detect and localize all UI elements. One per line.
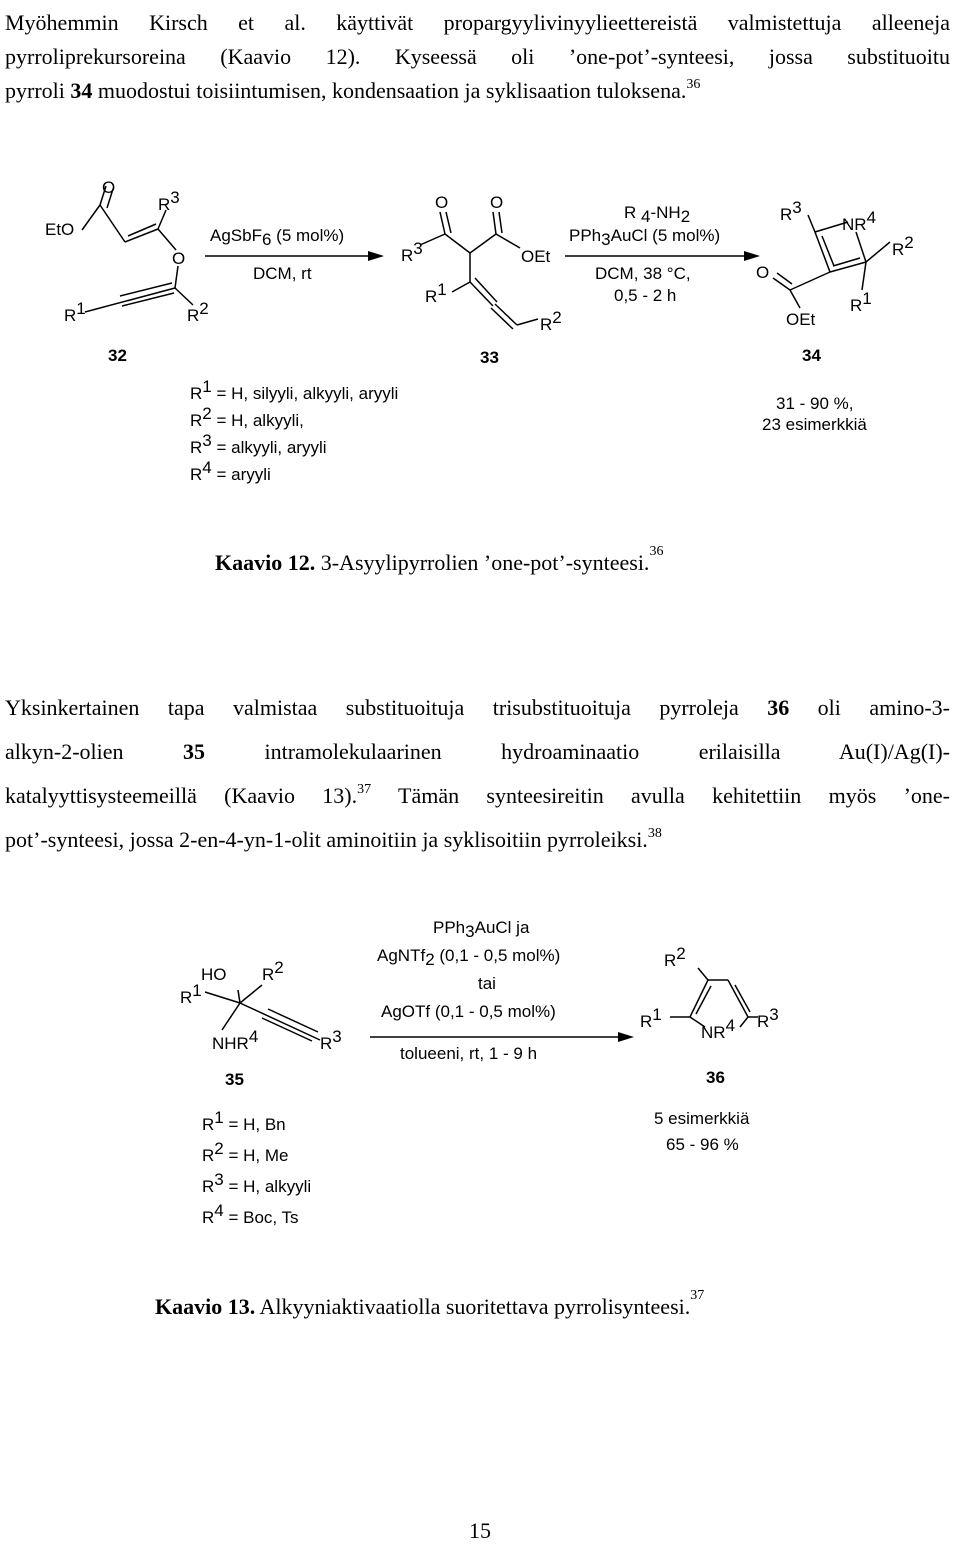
- substituent-r4: R4 = aryyli: [190, 458, 271, 484]
- r3-label: R3: [780, 198, 802, 224]
- paragraph-2: [5, 686, 950, 862]
- or-label: tai: [478, 974, 496, 993]
- oet-label: OEt: [786, 310, 816, 329]
- paragraph-1-line-3: pyrroli 34 muodostui toisiintumisen, kondensaation ja syklisaation tuloksena.$^{36}$: [5, 77, 701, 103]
- nhr4-label: NHR4: [212, 1027, 259, 1053]
- r1-label: R1: [180, 981, 202, 1007]
- r1-label: R1: [425, 280, 447, 306]
- scheme-12-diagram: [0, 150, 960, 495]
- nr4-label: NR4: [842, 208, 877, 234]
- oxygen-label: O: [102, 178, 116, 197]
- r2-label: R2: [540, 308, 562, 334]
- compound-number-33: 33: [480, 348, 499, 367]
- catalyst-pph3aucl: PPh3AuCl ja: [433, 918, 530, 941]
- paragraph-1-line-2: pyrroliprekursoreina (Kaavio 12). Kyseessä oli ’one-pot’-synteesi, jossa substituoitu: [5, 44, 950, 69]
- eto-label: EtO: [45, 220, 75, 239]
- substituent-r2: R2 = H, Me: [202, 1139, 289, 1165]
- example-count: 23 esimerkkiä: [762, 415, 867, 434]
- r1-label: R1: [640, 1005, 662, 1031]
- reaction-arrow-head: [744, 251, 760, 261]
- substituent-r4: R4 = Boc, Ts: [202, 1201, 299, 1227]
- r3-label: R3: [757, 1005, 779, 1031]
- citation-ref: 36: [686, 77, 701, 92]
- reaction-arrow-head: [618, 1032, 634, 1042]
- paragraph-2-line-2: alkyn-2-olien 35 intramolekulaarinen hydroaminaatio erilaisilla Au(I)/Ag(I)-: [5, 739, 950, 764]
- substituent-r2: R2 = H, alkyyli,: [190, 404, 304, 430]
- r1-label: R1: [850, 289, 872, 315]
- scheme-13-caption: Kaavio 13. Alkyyniaktivaatiolla suoritettava pyrrolisynteesi.$^{37}$: [155, 1288, 705, 1319]
- r1-label: R1: [64, 299, 86, 325]
- substituent-r3: R3 = H, alkyyli: [202, 1170, 312, 1196]
- nr4-label: NR4: [701, 1016, 736, 1042]
- scheme-12-caption: Kaavio 12. 3-Asyylipyrrolien ’one-pot’-synteesi.$^{36}$: [215, 544, 664, 575]
- reaction-arrow-head: [368, 251, 384, 261]
- r3-label: R3: [158, 188, 180, 214]
- r2-label: R2: [892, 233, 914, 259]
- substituent-r1: R1 = H, Bn: [202, 1108, 286, 1134]
- cocatalyst-agntf2: AgNTf2 (0,1 - 0,5 mol%): [377, 946, 561, 969]
- paragraph-1: [5, 6, 950, 108]
- yield-range: 65 - 96 %: [666, 1135, 739, 1154]
- compound-number-32: 32: [108, 346, 127, 365]
- page-number: 15: [469, 1518, 491, 1543]
- conditions-time: 0,5 - 2 h: [614, 286, 677, 305]
- oxygen-label: O: [756, 263, 770, 282]
- r2-label: R2: [262, 958, 284, 984]
- hydroxyl-label: HO: [201, 965, 227, 984]
- r3-label: R3: [401, 239, 423, 265]
- r2-label: R2: [664, 944, 686, 970]
- compound-number-35: 35: [225, 1070, 244, 1089]
- amine-reagent: R 4-NH2: [624, 203, 691, 226]
- r3-label: R3: [320, 1027, 342, 1053]
- oet-label: OEt: [521, 247, 551, 266]
- paragraph-1-line-1: Myöhemmin Kirsch et al. käyttivät propargyylivinyylieettereistä valmistettuja alleeneja: [5, 10, 950, 35]
- solvent-dcm-rt: DCM, rt: [253, 264, 312, 283]
- yield-range: 31 - 90 %,: [776, 394, 854, 413]
- compound-number-34: 34: [802, 346, 821, 365]
- oxygen-label: O: [172, 249, 186, 268]
- substituent-r3: R3 = alkyyli, aryyli: [190, 431, 327, 457]
- example-count: 5 esimerkkiä: [654, 1109, 750, 1128]
- oxygen-label: O: [490, 193, 504, 212]
- catalyst-pph3aucl: PPh3AuCl (5 mol%): [569, 226, 721, 249]
- cocatalyst-agotf: AgOTf (0,1 - 0,5 mol%): [381, 1002, 556, 1021]
- r2-label: R2: [187, 299, 209, 325]
- paragraph-2-line-1: Yksinkertainen tapa valmistaa substituoituja trisubstituoituja pyrroleja 36 oli amino-3-: [5, 695, 950, 720]
- oxygen-label: O: [435, 193, 449, 212]
- conditions-dcm-38c: DCM, 38 °C,: [595, 264, 691, 283]
- scheme-13-diagram: [0, 905, 960, 1240]
- paragraph-2-line-4: pot’-synteesi, jossa 2-en-4-yn-1-olit aminoitiin ja syklisoitiin pyrroleiksi.$^{38}$: [5, 826, 662, 852]
- paragraph-2-line-3: katalyyttisysteemeillä (Kaavio 13).$^{37}$ Tämän synteesireitin avulla kehitettiin myös ’one-: [5, 782, 950, 808]
- compound-number-36: 36: [706, 1068, 725, 1087]
- catalyst-agsbf6: AgSbF6 (5 mol%): [210, 226, 345, 249]
- substituent-r1: R1 = H, silyyli, alkyyli, aryyli: [190, 377, 399, 403]
- conditions-toluene: tolueeni, rt, 1 - 9 h: [400, 1044, 538, 1063]
